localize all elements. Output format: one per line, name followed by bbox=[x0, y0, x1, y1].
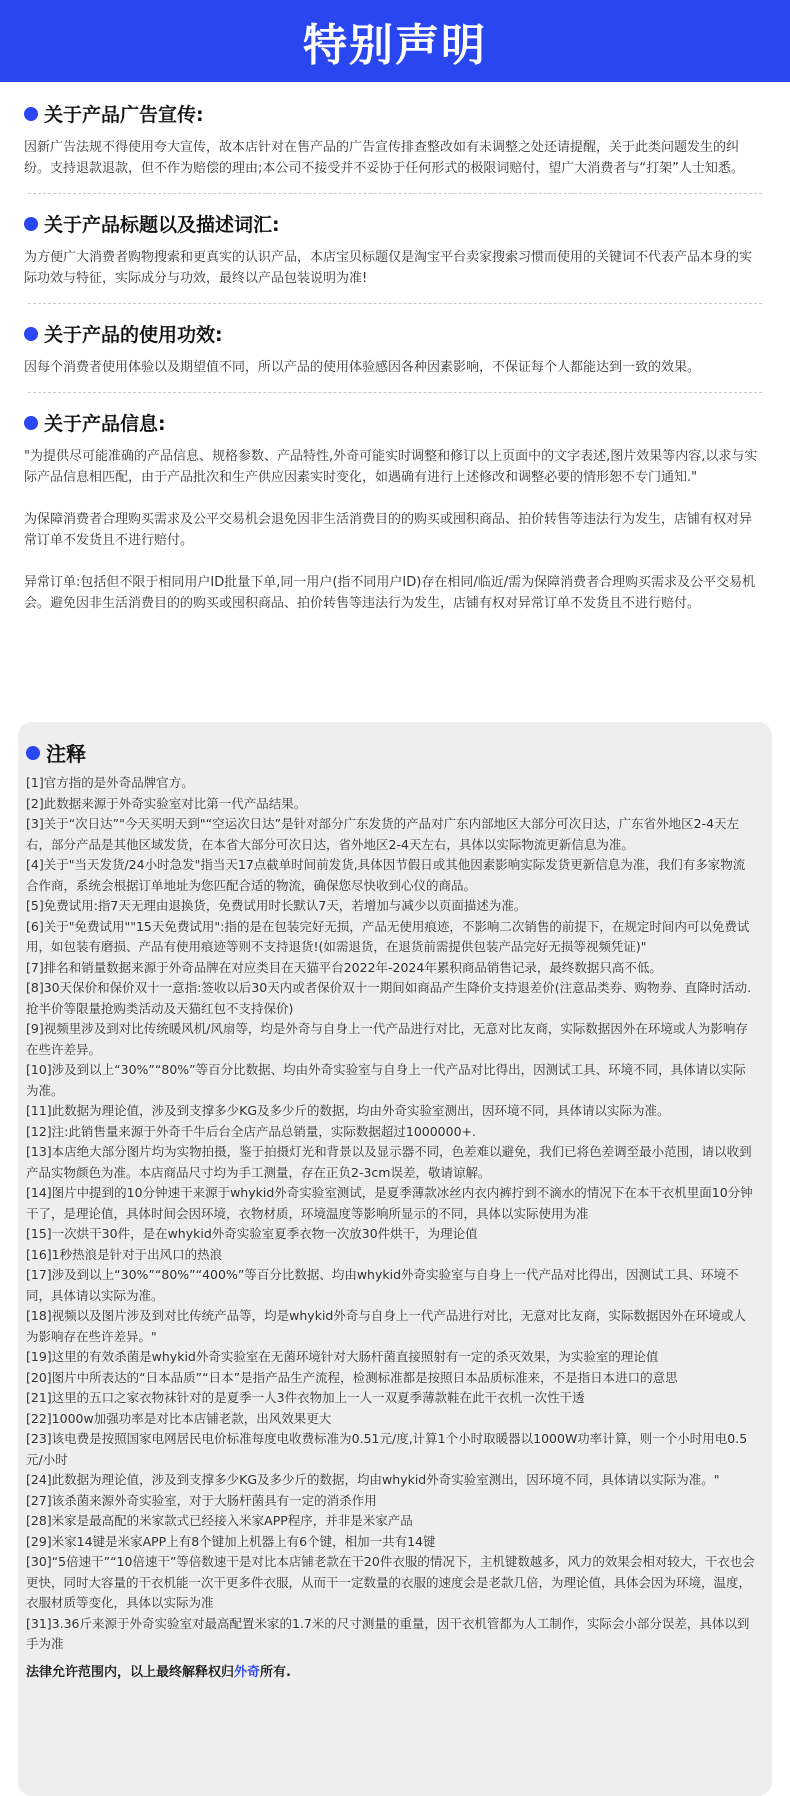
bullet-dot-icon bbox=[24, 217, 38, 231]
footer-brand: 外奇 bbox=[234, 1664, 261, 1680]
note-item: [6]关于"免费试用""15天免费试用":指的是在包装完好无损，产品无使用痕迹，不影响二次销售的前提下，在规定时间内可以免费试用，如包装有磨损、产品有使用痕迹等则不支持退货!(如需退货，在退货前需提供包装产品完好无损等视频凭证)" bbox=[26, 918, 750, 954]
note-item: [24]此数据为理论值，涉及到支撑多少KG及多少斤的数据，均由whykid外奇实验室测出，因环境不同，具体请以实际为准。" bbox=[26, 1472, 720, 1487]
note-item: [7]排名和销量数据来源于外奇品牌在对应类目在天猫平台2022年-2024年累积商品销售记录，最终数据只高不低。 bbox=[26, 959, 662, 975]
note-item: [12]注:此销售量来源于外奇千牛后台全店产品总销量，实际数据超过1000000+. bbox=[26, 1123, 476, 1139]
note-item: [17]涉及到以上“30%”“80%”“400%”等百分比数据、均由whykid外奇实验室与自身上一代产品对比得出，因测试工具、环境不同，具体请以实际为准。 bbox=[26, 1267, 739, 1303]
section-product-info bbox=[0, 409, 790, 614]
section-paragraph: 因新广告法规不得使用夸大宣传，故本店针对在售产品的广告宣传排查整改如有未调整之处还请提醒，关于此类问题发生的纠纷。支持退款退款，但不作为赔偿的理由;本公司不接受并不妥协于任何形式的极限词赔付，望广大消费者与“打架”人士知悉。 bbox=[24, 140, 744, 176]
note-item: [4]关于"当天发货/24小时急发"指当天17点截单时间前发货,具体因节假日或其他因素影响实际发货更新信息为准，我们有多家物流合作商，系统会根据订单地址为您匹配合适的物流，确保您尽快收到心仪的商品。 bbox=[26, 857, 746, 893]
note-item: [21]这里的五口之家衣物袜针对的是夏季一人3件衣物加上一人一双夏季薄款鞋在此干衣机一次性干透 bbox=[26, 1390, 585, 1405]
notes-list bbox=[26, 773, 756, 1655]
section-paragraph: 异常订单:包括但不限于相同用户ID批量下单,同一用户(指不同用户ID)存在相同/临近/需为保障消费者合理购买需求及公平交易机会。避免因非生活消费目的的购买或囤积商品、拍价转售等违法行为发生，店铺有权对异常订单不发货且不进行赔付。 bbox=[24, 575, 756, 611]
note-item: [2]此数据来源于外奇实验室对比第一代产品结果。 bbox=[26, 795, 307, 811]
bullet-dot-icon bbox=[26, 746, 40, 760]
note-item: [5]免费试用:指7天无理由退换货，免费试用时长默认7天，若增加与减少以页面描述为准。 bbox=[26, 898, 527, 913]
bullet-dot-icon bbox=[24, 327, 38, 341]
note-item: [30]“5倍速干”“10倍速干”等倍数速干是对比本店铺老款在干20件衣服的情况下，主机键数越多，风力的效果会相对较大，干衣也会更快，同时大容量的干衣机能一次干更多件衣服，从而干一定数量的衣服的速度会是老款几倍，为理论值，具体会因为环境，温度，衣服材质等变化，具体以实际为准 bbox=[26, 1554, 755, 1610]
section-body bbox=[24, 137, 762, 179]
footer-text: 法律允许范围内，以上最终解释权归 bbox=[26, 1664, 235, 1680]
note-item: [20]图片中所表达的“日本品质”“日本”是指产品生产流程，检测标准都是按照日本品质标准来，不是指日本进口的意思 bbox=[26, 1369, 678, 1385]
notes-panel bbox=[18, 722, 772, 1796]
section-body bbox=[24, 357, 762, 378]
section-advertising bbox=[0, 100, 790, 179]
note-item: [31]3.36斤来源于外奇实验室对最高配置米家的1.7米的尺寸测量的重量，因干衣机管都为人工制作，实际会小部分误差，具体以到手为准 bbox=[26, 1615, 750, 1651]
note-item: [15]一次烘干30件，是在whykid外奇实验室夏季衣物一次放30件烘干，为理论值 bbox=[26, 1226, 478, 1241]
note-item: [13]本店绝大部分图片均为实物拍摄，鉴于拍摄灯光和背景以及显示器不同，色差难以避免，我们已将色差调至最小范围，请以收到产品实物颜色为准。本店商品尺寸均为手工测量，存在正负2-3cm误差，敬请谅解。 bbox=[26, 1144, 752, 1180]
section-paragraph: 因每个消费者使用体验以及期望值不同，所以产品的使用体验感因各种因素影响，不保证每个人都能达到一致的效果。 bbox=[24, 360, 701, 375]
section-paragraph: 为方便广大消费者购物搜索和更真实的认识产品，本店宝贝标题仅是淘宝平台卖家搜索习惯而使用的关键词不代表产品本身的实际功效与特征，实际成分与功效，最终以产品包装说明为准! bbox=[24, 250, 753, 286]
note-item: [27]该杀菌来源外奇实验室，对于大肠杆菌具有一定的消杀作用 bbox=[26, 1492, 377, 1508]
section-heading: 关于产品信息: bbox=[44, 413, 166, 435]
page-title: 特别声明 bbox=[303, 20, 487, 71]
section-efficacy bbox=[0, 320, 790, 378]
section-header bbox=[24, 409, 762, 436]
note-item: [9]视频里涉及到对比传统暖风机/风扇等，均是外奇与自身上一代产品进行对比，无意对比友商，实际数据因外在环境或人为影响存在些许差异。 bbox=[26, 1021, 748, 1057]
section-heading: 关于产品标题以及描述词汇: bbox=[44, 214, 280, 236]
note-item: [29]米家14键是米家APP上有8个键加上机器上有6个键，相加一共有14键 bbox=[26, 1533, 436, 1549]
title-banner bbox=[0, 0, 790, 82]
note-item: [1]官方指的是外奇品牌官方。 bbox=[26, 775, 194, 790]
note-item: [16]1秒热浪是针对于出风口的热浪 bbox=[26, 1246, 223, 1262]
note-item: [19]这里的有效杀菌是whykid外奇实验室在无菌环境针对大肠杆菌直接照射有一定的杀灭效果，为实验室的理论值 bbox=[26, 1349, 659, 1364]
section-body bbox=[24, 247, 762, 289]
note-item: [14]图片中提到的10分钟速干来源于whykid外奇实验室测试，是夏季薄款冰丝内衣内裤拧到不滴水的情况下在本干衣机里面10分钟干了，是理论值，具体时间会因环境，衣物材质，环境温度等影响所显示的不同，具体以实际使用为准 bbox=[26, 1185, 753, 1221]
note-item: [11]此数据为理论值，涉及到支撑多少KG及多少斤的数据，均由外奇实验室测出，因环境不同，具体请以实际为准。 bbox=[26, 1103, 670, 1118]
notes-header bbox=[26, 738, 756, 767]
legal-footer bbox=[26, 1661, 756, 1680]
footer-text-end: 所有. bbox=[260, 1664, 291, 1680]
section-header bbox=[24, 100, 762, 127]
section-header bbox=[24, 320, 762, 347]
note-item: [3]关于“次日达”"今天买明天到"“空运次日达”是针对部分广东发货的产品对广东内部地区大部分可次日达，广东省外地区2-4天左右，部分产品是其他区域发货，在本省大部分可次日达，省外地区2-4天左右，具体以实际物流更新信息为准。 bbox=[26, 816, 740, 852]
note-item: [22]1000w加强功率是对比本店铺老款，出风效果更大 bbox=[26, 1410, 332, 1426]
note-item: [10]涉及到以上“30%”“80%”等百分比数据、均由外奇实验室与自身上一代产品对比得出，因测试工具、环境不同，具体请以实际为准。 bbox=[26, 1062, 746, 1098]
section-body bbox=[24, 446, 762, 614]
note-item: [8]30天保价和保价双十一意指:签收以后30天内或者保价双十一期间如商品产生降价支持退差价(注意品类券、购物券、直降时活动.抢半价等限量抢购类活动及天猫红包不支持保价) bbox=[26, 980, 752, 1016]
section-heading: 关于产品的使用功效: bbox=[44, 324, 223, 346]
section-header bbox=[24, 210, 762, 237]
note-item: [28]米家是最高配的米家款式已经接入米家APP程序，并非是米家产品 bbox=[26, 1513, 413, 1528]
bullet-dot-icon bbox=[24, 107, 38, 121]
bullet-dot-icon bbox=[24, 416, 38, 430]
note-item: [18]视频以及图片涉及到对比传统产品等，均是whykid外奇与自身上一代产品进行对比，无意对比友商，实际数据因外在环境或人为影响存在些许差异。" bbox=[26, 1308, 746, 1344]
section-paragraph: "为提供尽可能准确的产品信息、规格参数、产品特性,外奇可能实时调整和修订以上页面中的文字表述,图片效果等内容,以求与实际产品信息相匹配，由于产品批次和生产供应因素实时变化，如遇确有进行上述修改和调整必要的情形恕不专门通知." bbox=[24, 449, 758, 485]
note-item: [23]该电费是按照国家电网居民电价标准每度电收费标准为0.51元/度,计算1个小时取暖器以1000W功率计算，则一个小时用电0.5元/小时 bbox=[26, 1431, 748, 1467]
section-heading: 关于产品广告宣传: bbox=[44, 104, 204, 126]
section-title-description bbox=[0, 210, 790, 289]
notes-heading: 注释 bbox=[46, 742, 86, 766]
section-paragraph: 为保障消费者合理购买需求及公平交易机会退免因非生活消费目的的购买或囤积商品、拍价转售等违法行为发生，店铺有权对异常订单不发货且不进行赔付。 bbox=[24, 512, 753, 548]
